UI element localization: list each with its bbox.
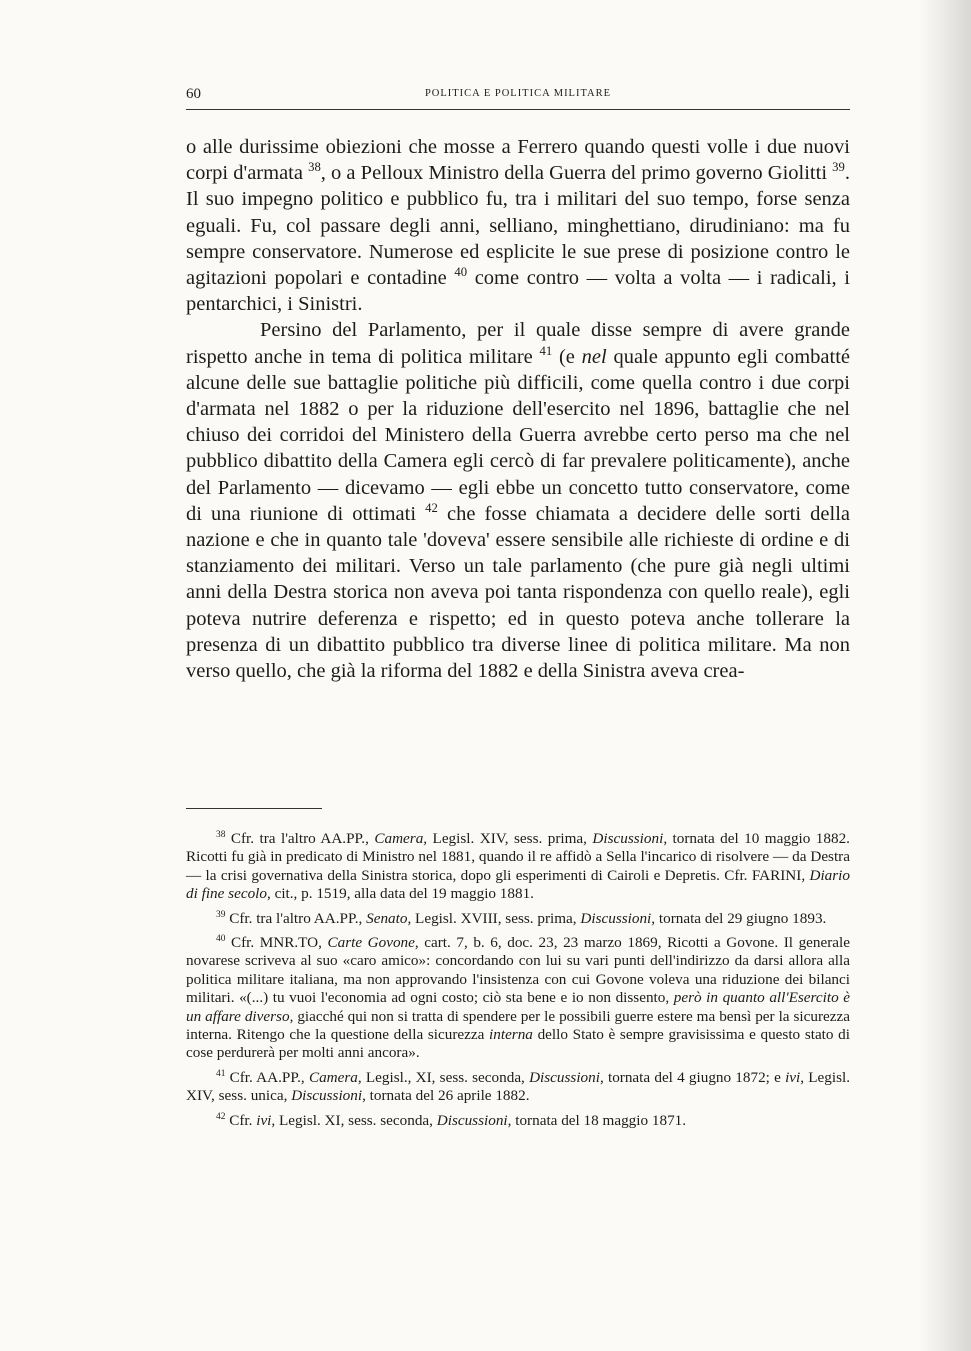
text-run: che fosse chiamata a decidere delle sorti della nazione e che in quanto tale 'doveva' essere sensibile alle richieste di ordine e di stanziamento dei militari. Verso un tale parlamento (che pure già negli ultimi anni della Destra storica non aveva poi tanta rispondenza con quello reale), egli poteva nutrire deferenza e rispetto; ed in questo poteva anche tollerare la presenza di un dibattito pubblico tra diverse linee di politica militare. Ma non verso quello, che già la riforma del 1882 e della Sinistra aveva crea-: [186, 502, 850, 683]
page-edge-shadow: [919, 0, 971, 1351]
footnote-40: [186, 934, 850, 1063]
italic-run: Discussioni: [436, 1111, 508, 1129]
footnote-number: 41: [216, 1068, 226, 1079]
footnote-ref-41: 41: [539, 343, 553, 358]
italic-run: interna: [489, 1026, 533, 1044]
text-run: Cfr. AA.PP.,: [225, 1068, 309, 1086]
footnote-38: [186, 830, 850, 904]
page-number: 60: [186, 86, 201, 102]
text-run: (e: [552, 345, 582, 368]
text-run: , giacché qui non si tratta di spendere per le possibili guerre estere ma bensì per la sicurezza interna. Ritengo che la questione della sicurezza: [186, 1007, 850, 1044]
paragraph-1: [186, 134, 850, 317]
text-run: , Legisl. XIV, sess. prima,: [423, 830, 593, 847]
italic-run: nel: [581, 345, 607, 368]
footnote-ref-42: 42: [425, 501, 438, 516]
text-run: , cart. 7, b. 6, doc. 23, 23 marzo 1869, Ricotti a Govone. Il generale novarese scriveva al suo «caro amico»: concordando con lui su vari punti dell'indirizzo da darsi allora alla politica militare italiana, ma non approvando l'insistenza con cui Govone voleva una riduzione dei bilanci militari. «(...) tu vuoi l'economia ad ogni costo; ciò sta bene e io non dissento,: [186, 934, 851, 1007]
text-run: , tornata del 29 giugno 1893.: [651, 909, 827, 927]
footnote-ref-39: 39: [832, 160, 845, 175]
body-text: [186, 134, 850, 684]
footnotes: [186, 830, 850, 1136]
running-title: POLITICA E POLITICA MILITARE: [424, 88, 612, 99]
text-run: , tornata del 4 giugno 1872; e: [599, 1068, 786, 1086]
italic-run: però in quanto all'Esercito è un affare diverso: [186, 989, 850, 1025]
text-run: , Legisl. XI, sess. seconda,: [271, 1111, 437, 1129]
italic-run: Diario di fine secolo: [186, 866, 850, 903]
text-run: quale appunto egli combatté alcune delle sue battaglie politiche più difficili, come quella contro i due corpi d'armata nel 1882 o per la riduzione dell'esercito nel 1896, battaglie che nel chiuso dei corridoi del Ministero della Guerra avrebbe certo perso ma che nel pubblico dibattito della Camera egli cercò di far prevalere politicamente), anche del Parlamento — dicevamo — egli ebbe un concetto tutto conservatore, come di una riunione di ottimati: [186, 345, 850, 525]
footnote-ref-38: 38: [308, 160, 321, 175]
italic-run: Discussioni: [592, 830, 664, 847]
text-run: Cfr. tra l'altro AA.PP.,: [225, 909, 367, 927]
footnote-number: 38: [216, 829, 226, 840]
italic-run: Carte Govone: [327, 934, 415, 952]
text-run: dello Stato è sempre gravisissima e questo stato di cose perdurerà per molti anni ancora».: [186, 1026, 850, 1062]
footnote-number: 42: [216, 1111, 226, 1122]
text-run: , Legisl. XIV, sess. unica,: [186, 1068, 851, 1105]
header-rule: [186, 109, 850, 110]
italic-run: Senato: [366, 909, 408, 927]
text-run: o alle durissime obiezioni che mosse a Ferrero quando questi volle i due nuovi corpi d'armata: [186, 136, 850, 185]
text-run: Cfr. tra l'altro AA.PP.,: [225, 830, 375, 847]
text-run: . Il suo impegno politico e pubblico fu, tra i militari del suo tempo, forse senza eguali. Fu, col passare degli anni, selliano, minghettiano, dirudiniano: ma fu sempre conservatore. Numerose ed esplicite le sue prese di posizione contro le agitazioni popolari e contadine: [186, 162, 850, 290]
italic-run: ivi: [785, 1068, 801, 1086]
text-run: , cit., p. 1519, alla data del 19 maggio 1881.: [266, 885, 534, 903]
text-run: , Legisl. XVIII, sess. prima,: [407, 909, 581, 927]
footnote-ref-40: 40: [454, 265, 468, 280]
footnote-42: [186, 1112, 850, 1130]
text-run: , Legisl., XI, sess. seconda,: [357, 1068, 530, 1086]
italic-run: Camera: [308, 1068, 358, 1086]
paragraph-2: [186, 317, 850, 684]
footnote-39: [186, 910, 850, 928]
footnote-rule: [186, 808, 322, 809]
text-run: Cfr. MNR.TO,: [225, 934, 328, 952]
italic-run: Discussioni: [529, 1068, 600, 1086]
italic-run: Camera: [374, 830, 424, 847]
text-run: , tornata del 10 maggio 1882. Ricotti fu già in predicato di Ministro nel 1881, quando il re affidò a Sella l'incarico di risolvere — da Destra — la crisi governativa della Sinistra storica, dopo gli esperimenti di Cairoli e Depretis. Cfr. FARINI,: [186, 830, 850, 884]
italic-run: ivi: [256, 1111, 272, 1129]
text-run: , tornata del 26 aprile 1882.: [362, 1087, 530, 1105]
footnote-41: [186, 1069, 850, 1106]
text-run: , tornata del 18 maggio 1871.: [507, 1111, 687, 1129]
text-run: Cfr.: [225, 1111, 257, 1129]
text-run: Persino del Parlamento, per il quale disse sempre di avere grande rispetto anche in tema di politica militare: [186, 319, 850, 368]
footnote-number: 39: [216, 909, 226, 920]
page-header: [186, 86, 850, 108]
text-run: come contro — volta a volta — i radicali, i pentarchici, i Sinistri.: [186, 267, 850, 316]
italic-run: Discussioni: [291, 1087, 363, 1105]
text-run: , o a Pelloux Ministro della Guerra del primo governo Giolitti: [320, 162, 833, 185]
italic-run: Discussioni: [580, 909, 652, 927]
footnote-number: 40: [216, 933, 226, 944]
